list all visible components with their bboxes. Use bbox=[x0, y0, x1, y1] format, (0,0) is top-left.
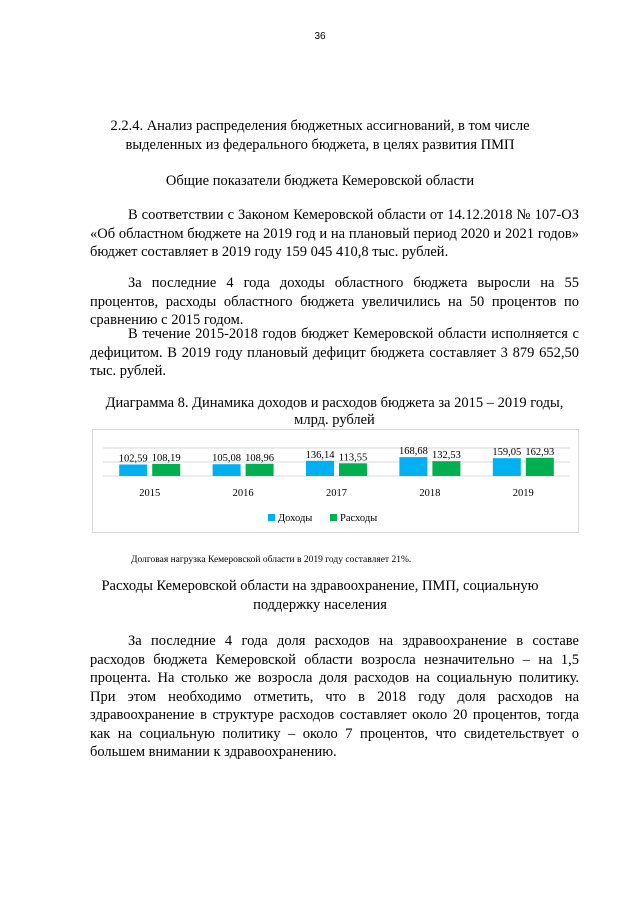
data-label-income-2019: 159,05 bbox=[492, 447, 522, 459]
x-tick-2018: 2018 bbox=[419, 488, 441, 499]
paragraph-deficit bbox=[90, 325, 579, 381]
paragraph-growth-text: За последние 4 года доходы областного бюджета выросли на 55 процентов, расходы областного бюджета увеличились на 50 процентов по сравнению с 2015 годом. bbox=[90, 275, 579, 328]
data-label-expense-2019: 162,93 bbox=[525, 446, 555, 458]
paragraph-law-text: В соответствии с Законом Кемеровской области от 14.12.2018 № 107-ОЗ «Об областном бюджете на 2019 год и на плановый период 2020 и 2021 годов» бюджет составляет в 2019 году 159 045 410,8 тыс. рублей. bbox=[90, 207, 579, 260]
bar-expense-2018 bbox=[432, 461, 460, 476]
legend-label-income: Доходы bbox=[278, 513, 313, 524]
budget-chart bbox=[92, 429, 579, 533]
page-number: 36 bbox=[314, 31, 326, 42]
bar-income-2017 bbox=[306, 461, 334, 476]
paragraph-health-text: За последние 4 года доля расходов на здравоохранение в составе расходов бюджета Кемеровской области возросла незначительно – на 1,5 процента. На столько же возросла доля расходов на социальную политику. При этом необходимо отметить, что в 2018 году доля расходов на здравоохранение в структуре расходов составляет около 20 процентов, тогда как на социальную политику – около 7 процентов, что свидетельствует о большем внимании к здравоохранению. bbox=[90, 633, 579, 760]
legend-label-expense: Расходы bbox=[340, 513, 378, 524]
bar-expense-2019 bbox=[526, 458, 554, 476]
data-label-income-2018: 168,68 bbox=[398, 446, 428, 458]
legend-swatch-expense bbox=[330, 514, 337, 521]
paragraph-health bbox=[90, 632, 579, 762]
x-tick-2019: 2019 bbox=[512, 488, 534, 499]
bar-income-2018 bbox=[399, 457, 427, 476]
data-label-expense-2016: 108,96 bbox=[245, 452, 275, 464]
x-tick-2017: 2017 bbox=[326, 488, 347, 499]
data-label-income-2016: 105,08 bbox=[212, 453, 242, 465]
health-heading: Расходы Кемеровской области на здравоохранение, ПМП, социальную поддержку населения bbox=[101, 578, 539, 613]
data-label-income-2017: 136,14 bbox=[305, 449, 335, 461]
debt-footnote: Долговая нагрузка Кемеровской области в 2019 году составляет 21%. bbox=[131, 555, 412, 565]
budget-subheading: Общие показатели бюджета Кемеровской области bbox=[165, 173, 475, 189]
budget-chart-svg bbox=[93, 430, 580, 534]
paragraph-growth bbox=[90, 274, 579, 330]
x-tick-2015: 2015 bbox=[139, 488, 161, 499]
data-label-expense-2015: 108,19 bbox=[151, 452, 181, 464]
bar-income-2016 bbox=[213, 464, 241, 476]
bar-expense-2017 bbox=[339, 463, 367, 476]
bar-income-2019 bbox=[493, 458, 521, 476]
data-label-income-2015: 102,59 bbox=[118, 453, 148, 465]
x-tick-2016: 2016 bbox=[232, 488, 254, 499]
data-label-expense-2018: 132,53 bbox=[431, 450, 461, 462]
section-heading: 2.2.4. Анализ распределения бюджетных ассигнований, в том числе выделенных из федерального бюджета, в целях развития ПМП bbox=[110, 118, 530, 153]
bar-expense-2016 bbox=[246, 464, 274, 476]
data-label-expense-2017: 113,55 bbox=[338, 452, 368, 464]
bar-expense-2015 bbox=[152, 464, 180, 476]
legend-swatch-income bbox=[268, 514, 275, 521]
bar-income-2015 bbox=[119, 465, 147, 476]
chart-title: Диаграмма 8. Динамика доходов и расходов бюджета за 2015 – 2019 годы, млрд. рублей bbox=[105, 395, 564, 428]
paragraph-law bbox=[90, 206, 579, 262]
paragraph-deficit-text: В течение 2015-2018 годов бюджет Кемеровской области исполняется с дефицитом. В 2019 году плановый дефицит бюджета составляет 3 879 652,50 тыс. рублей. bbox=[90, 326, 579, 379]
